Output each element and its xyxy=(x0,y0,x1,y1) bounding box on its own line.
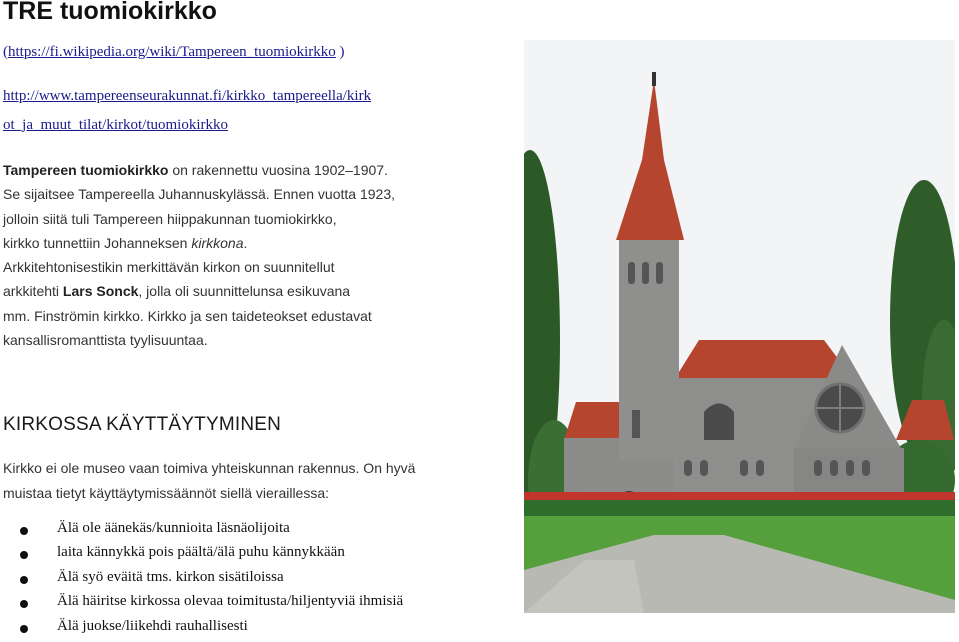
parish-link-part-1[interactable]: http://www.tampereenseurakunnat.fi/kirkko_tampereella/kirk xyxy=(3,88,372,104)
rule-text: Älä juokse/liikehdi rauhallisesti xyxy=(57,617,248,634)
rule-item xyxy=(20,520,403,544)
rule-text: Älä ole äänekäs/kunnioita läsnäolijoita xyxy=(57,520,290,536)
wiki-close-paren: ) xyxy=(335,44,345,60)
intro-line-text: kirkko tunnettiin Johanneksen xyxy=(3,234,192,251)
bullet-icon xyxy=(20,576,28,584)
intro-italic: kirkkona xyxy=(191,234,244,251)
wiki-open-paren: ( xyxy=(3,44,8,60)
rule-item xyxy=(20,569,403,593)
intro-line xyxy=(3,231,503,255)
wiki-link-line xyxy=(3,44,345,61)
intro-line: Arkkitehtonisestikin merkittävän kirkon on suunnitellut xyxy=(3,259,335,276)
hedge xyxy=(524,500,955,516)
behavior-intro-line: Kirkko ei ole museo vaan toimiva yhteiskunnan rakennus. On hyvä xyxy=(3,460,416,476)
intro-line-text: . xyxy=(243,234,248,251)
rule-text: Älä syö eväitä tms. kirkon sisätiloissa xyxy=(57,568,284,585)
nave-roof xyxy=(674,340,854,380)
rule-text: Älä häiritse kirkossa olevaa toimitusta/hiljentyviä ihmisiä xyxy=(57,593,404,610)
section-heading: KIRKOSSA KÄYTTÄYTYMINEN xyxy=(3,414,282,435)
rule-item xyxy=(20,618,403,642)
page-title: TRE tuomiokirkko xyxy=(3,0,217,25)
parish-link-part-2[interactable]: ot_ja_muut_tilat/kirkot/tuomiokirkko xyxy=(3,117,228,133)
intro-paragraph xyxy=(3,158,503,352)
bullet-icon xyxy=(20,625,28,633)
rule-text: laita kännykkä pois päältä/älä puhu kännykkään xyxy=(57,544,345,561)
behavior-intro-line: muistaa tietyt käyttäytymissäännöt siellä vieraillessa: xyxy=(3,484,330,501)
intro-line-text: arkkitehti xyxy=(3,283,63,300)
bullet-icon xyxy=(20,527,28,535)
intro-line-text: on rakennettu vuosina 1902–1907. xyxy=(168,162,388,178)
parish-link-line-2 xyxy=(3,117,228,134)
arched-window xyxy=(704,404,734,441)
rule-item xyxy=(20,593,403,617)
intro-line xyxy=(3,158,503,182)
wikipedia-link[interactable]: https://fi.wikipedia.org/wiki/Tampereen_tuomiokirkko xyxy=(8,44,336,60)
architect-name: Lars Sonck xyxy=(62,283,139,300)
intro-line-text: , jolla oli suunnittelunsa esikuvana xyxy=(138,283,351,300)
intro-line xyxy=(3,279,503,303)
rule-item xyxy=(20,544,403,568)
intro-line: kansallisromanttista tyylisuuntaa. xyxy=(3,332,208,349)
parish-link-line-1 xyxy=(3,88,371,105)
bullet-icon xyxy=(20,551,28,559)
behavior-intro xyxy=(3,456,415,505)
church-photo xyxy=(524,40,955,613)
intro-line: Se sijaitsee Tampereella Juhannuskylässä. Ennen vuotta 1923, xyxy=(3,186,395,203)
intro-line: jolloin siitä tuli Tampereen hiippakunnan tuomiokirkko, xyxy=(3,210,337,227)
intro-line: mm. Finströmin kirkko. Kirkko ja sen taideteokset edustavat xyxy=(3,307,372,324)
behavior-rules-list xyxy=(20,520,403,642)
church-name: Tampereen tuomiokirkko xyxy=(3,162,169,178)
bullet-icon xyxy=(20,600,28,608)
